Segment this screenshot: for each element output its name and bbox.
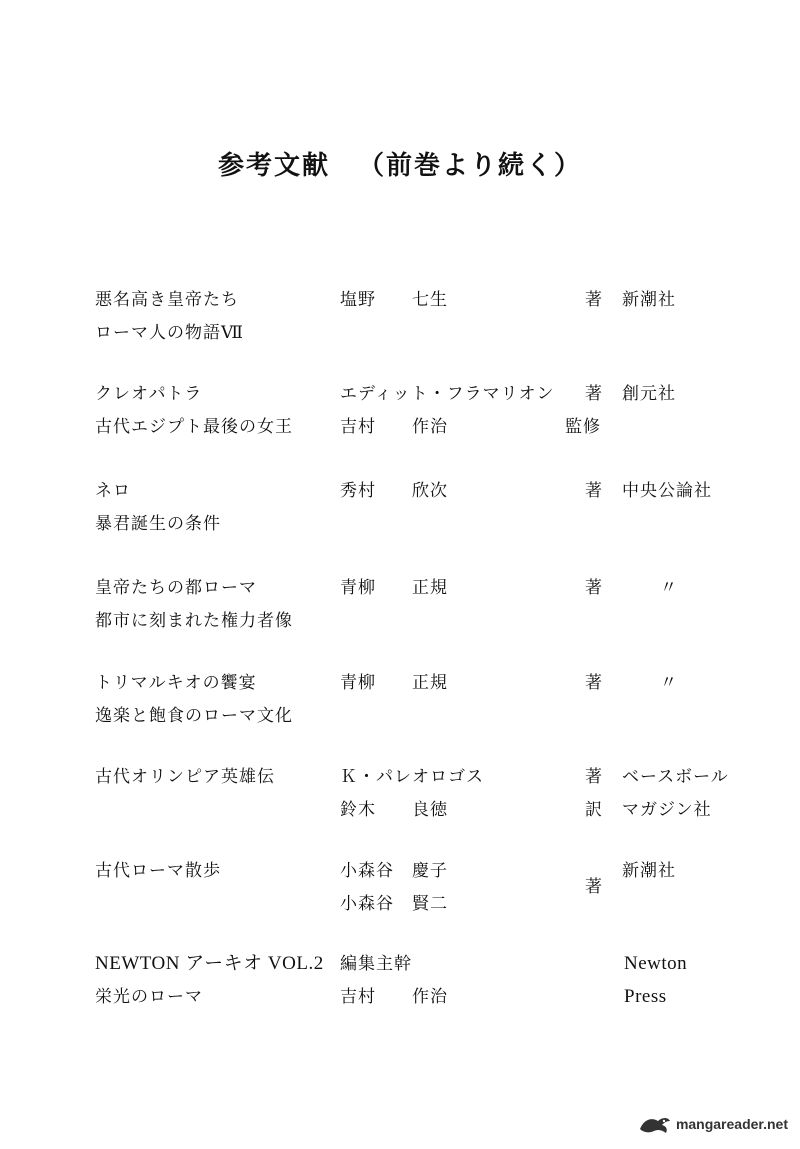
entry-role: 著 [585,767,603,787]
entry-title: NEWTON アーキオ VOL.2 [95,953,324,974]
entry-title: 古代オリンピア英雄伝 [95,767,275,787]
entry-publisher: 新潮社 [622,861,676,881]
entry-publisher: 新潮社 [622,290,676,310]
entry-title: 皇帝たちの都ローマ [95,578,257,598]
entry-title: 古代ローマ散歩 [95,861,221,881]
watermark [638,1113,788,1135]
reference-entry [0,861,800,941]
reference-entry [0,954,800,1034]
title-main: 参考文献 [217,151,330,181]
entry-role-2: 監修 [565,417,601,437]
entry-publisher-ditto: 〃 [660,673,678,693]
watermark-text: mangareader.net [675,1116,788,1132]
entry-role: 著 [585,877,603,897]
entry-author: エディット・フラマリオン [340,384,555,404]
entry-publisher: 創元社 [622,384,676,404]
entry-subtitle: 都市に刻まれた権力者像 [95,611,293,631]
entry-author: 塩野 七生 [340,290,448,310]
reference-entry [0,767,800,847]
entry-author: 小森谷 慶子 [340,861,448,881]
entry-author: 秀村 欣次 [340,481,448,501]
page-title [0,145,800,182]
entry-author-2: 吉村 作治 [340,987,448,1007]
entry-publisher: 中央公論社 [622,481,712,501]
entry-publisher-2: マガジン社 [622,800,712,820]
entry-subtitle: ローマ人の物語Ⅶ [95,323,244,343]
title-note: （前巻より続く） [358,151,583,181]
entry-author: 青柳 正規 [340,673,448,693]
entry-role: 著 [585,673,603,693]
reference-entry [0,673,800,753]
entry-publisher-ditto: 〃 [660,578,678,598]
reference-entry [0,384,800,464]
entry-author: Ｋ・パレオロゴス [340,767,484,787]
entry-subtitle: 栄光のローマ [95,987,203,1007]
entry-publisher-2: Press [624,986,667,1007]
entry-role: 著 [585,578,603,598]
entry-publisher: ベースボール [622,767,729,787]
entry-subtitle: 古代エジプト最後の女王 [95,417,293,437]
entry-subtitle: 暴君誕生の条件 [95,514,221,534]
entry-title: クレオパトラ [95,384,203,404]
entry-role: 著 [585,290,603,310]
reference-entry [0,481,800,561]
entry-role: 著 [585,384,603,404]
dragon-logo-icon [638,1113,672,1135]
entry-author: 青柳 正規 [340,578,448,598]
entry-subtitle: 逸楽と飽食のローマ文化 [95,706,293,726]
entry-author-2: 吉村 作治 [340,417,448,437]
entry-title: ネロ [95,481,131,501]
reference-entry [0,290,800,370]
entry-author-2: 小森谷 賢二 [340,894,448,914]
entry-title: 悪名高き皇帝たち [95,290,239,310]
entry-title: トリマルキオの饗宴 [95,673,257,693]
entry-author-2: 鈴木 良徳 [340,800,448,820]
entry-publisher: Newton [624,953,688,974]
entry-author: 編集主幹 [340,954,412,974]
entry-role-2: 訳 [585,800,603,820]
reference-entry [0,578,800,658]
entry-role: 著 [585,481,603,501]
